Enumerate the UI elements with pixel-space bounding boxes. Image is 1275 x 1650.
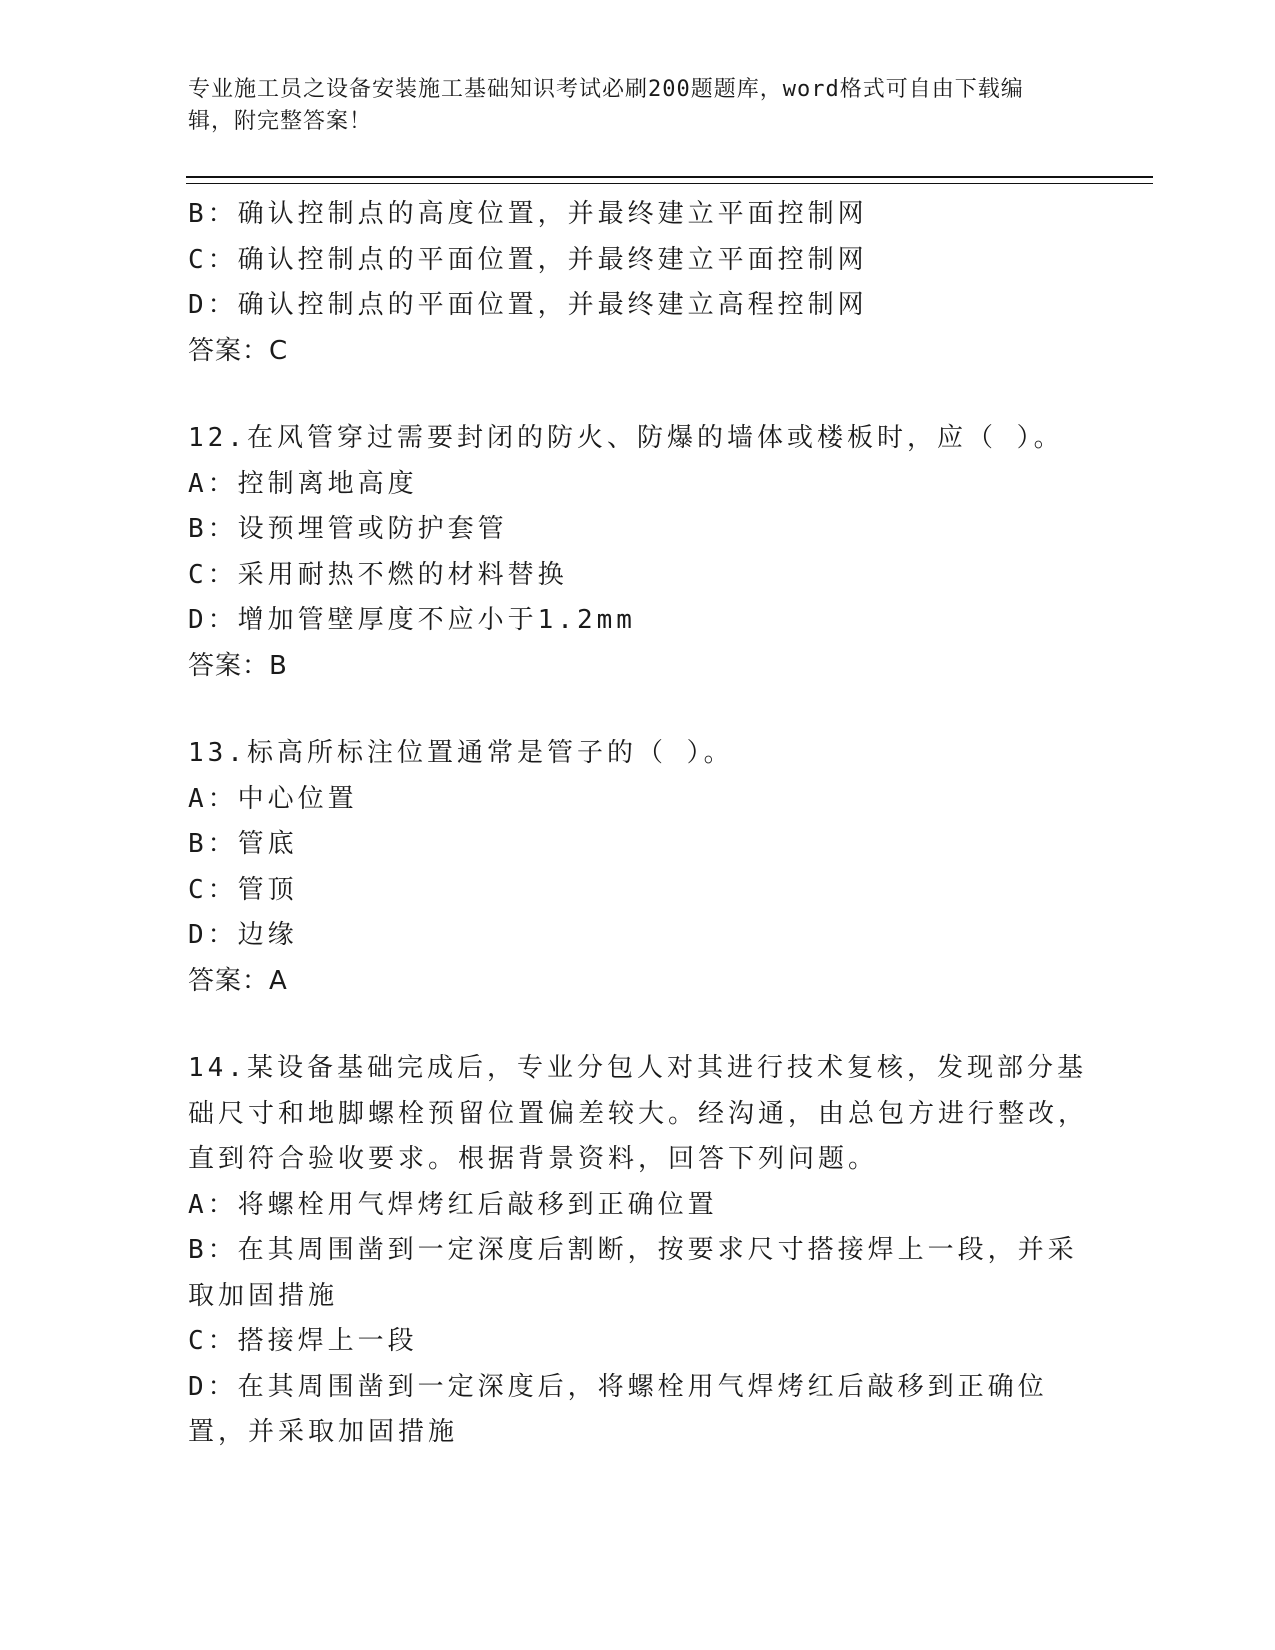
option-b: B：在其周围凿到一定深度后割断，按要求尺寸搭接焊上一段，并采取加固措施 <box>188 1235 1078 1311</box>
option-c: C：管顶 <box>188 874 298 905</box>
question-12 <box>188 416 1088 689</box>
option-a: A：控制离地高度 <box>188 468 418 499</box>
option-c: C：确认控制点的平面位置，并最终建立平面控制网 <box>188 244 868 275</box>
option-d: D：边缘 <box>188 920 298 950</box>
option-d: D：在其周围凿到一定深度后，将螺栓用气焊烤红后敲移到正确位置，并采取加固措施 <box>188 1371 1048 1447</box>
document-header: 专业施工员之设备安装施工基础知识考试必刷200题题库，word格式可自由下载编辑，附完整答案！ <box>188 77 1024 134</box>
answer: 答案：A <box>188 965 288 996</box>
answer: 答案：B <box>188 650 288 681</box>
option-c: C：搭接焊上一段 <box>188 1326 418 1356</box>
option-b: B：设预埋管或防护套管 <box>188 514 508 544</box>
option-c: C：采用耐热不燃的材料替换 <box>188 559 568 590</box>
header-divider-thin <box>186 183 1153 184</box>
option-d: D：确认控制点的平面位置，并最终建立高程控制网 <box>188 290 868 320</box>
question-text: 14.某设备基础完成后，专业分包人对其进行技术复核，发现部分基础尺寸和地脚螺栓预留位置偏差较大。经沟通，由总包方进行整改，直到符合验收要求。根据背景资料，回答下列问题。 <box>188 1053 1089 1174</box>
question-13 <box>188 731 1088 1004</box>
option-a: A：将螺栓用气焊烤红后敲移到正确位置 <box>188 1189 718 1220</box>
question-text: 13.标高所标注位置通常是管子的（ ）。 <box>188 738 734 768</box>
option-d: D：增加管壁厚度不应小于1.2mm <box>188 605 636 635</box>
option-b: B：确认控制点的高度位置，并最终建立平面控制网 <box>188 199 868 229</box>
question-text: 12.在风管穿过需要封闭的防火、防爆的墙体或楼板时，应（ ）。 <box>188 423 1064 453</box>
option-b: B：管底 <box>188 829 298 859</box>
option-a: A：中心位置 <box>188 783 358 814</box>
answer: 答案：C <box>188 335 289 366</box>
header-divider-thick <box>186 176 1153 178</box>
question-14 <box>188 1046 1088 1456</box>
question-11-continued <box>188 192 1088 374</box>
question-list <box>188 192 1088 1456</box>
